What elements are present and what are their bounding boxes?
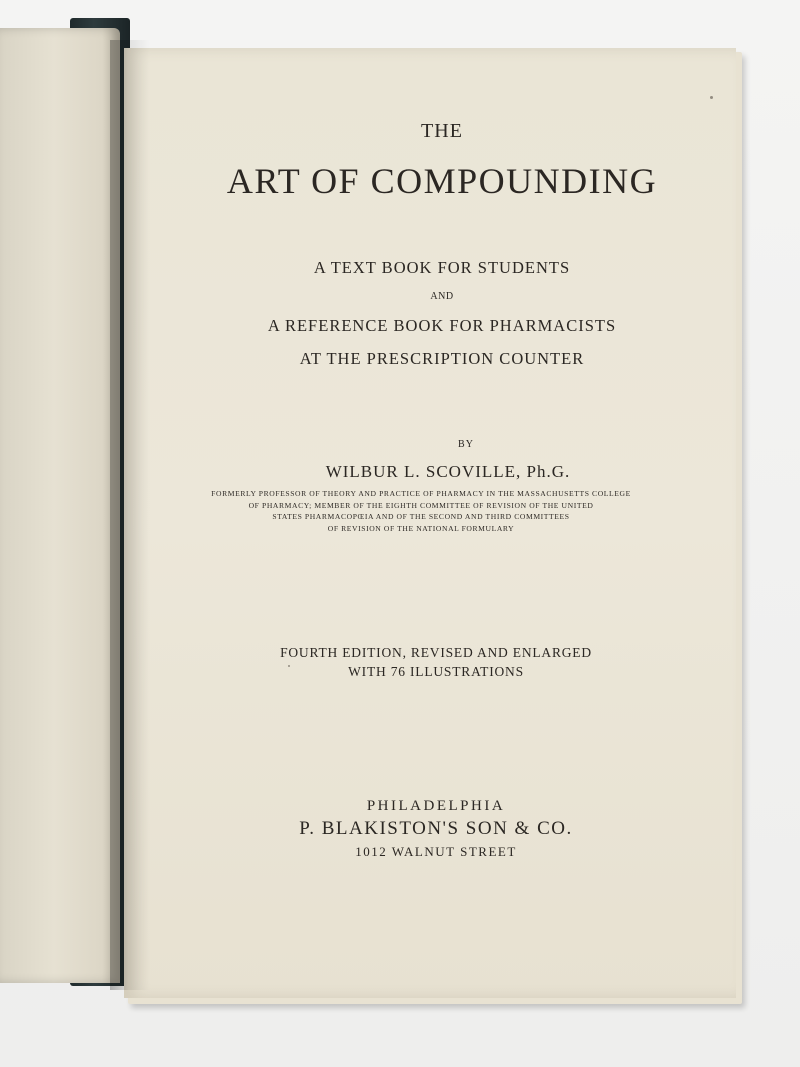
paper-speck [710,96,713,99]
byline-by: BY [458,439,474,450]
credentials-line-3: STATES PHARMACOPŒIA AND OF THE SECOND AND THIRD COMMITTEES [272,512,570,521]
title-article: THE [421,120,463,142]
subtitle-and: AND [430,291,454,302]
author-name: WILBUR L. SCOVILLE, Ph.G. [325,462,571,481]
credentials-line-1: FORMERLY PROFESSOR OF THEORY AND PRACTICE OF PHARMACY IN THE MASSACHUSETTS COLLEGE [211,489,631,498]
gutter-shadow [110,40,150,990]
paper-speck [288,665,290,667]
subtitle-line-3: AT THE PRESCRIPTION COUNTER [299,349,585,368]
credentials-line-2: OF PHARMACY; MEMBER OF THE EIGHTH COMMITTEE OF REVISION OF THE UNITED [248,500,594,510]
book-title: ART OF COMPOUNDING [226,161,658,201]
publisher-address: 1012 WALNUT STREET [355,844,517,859]
subtitle-line-2: A REFERENCE BOOK FOR PHARMACISTS [267,316,617,335]
publisher-name: P. BLAKISTON'S SON & CO. [299,818,573,839]
credentials-line-4: OF REVISION OF THE NATIONAL FORMULARY [327,523,515,533]
left-page-edge [0,28,120,983]
subtitle-line-1: A TEXT BOOK FOR STUDENTS [313,258,571,277]
edition-statement: FOURTH EDITION, REVISED AND ENLARGED [280,645,592,660]
title-page [124,48,736,998]
author-credentials [186,488,656,534]
publisher-city: PHILADELPHIA [366,798,506,814]
illustrations-statement: WITH 76 ILLUSTRATIONS [348,664,524,679]
